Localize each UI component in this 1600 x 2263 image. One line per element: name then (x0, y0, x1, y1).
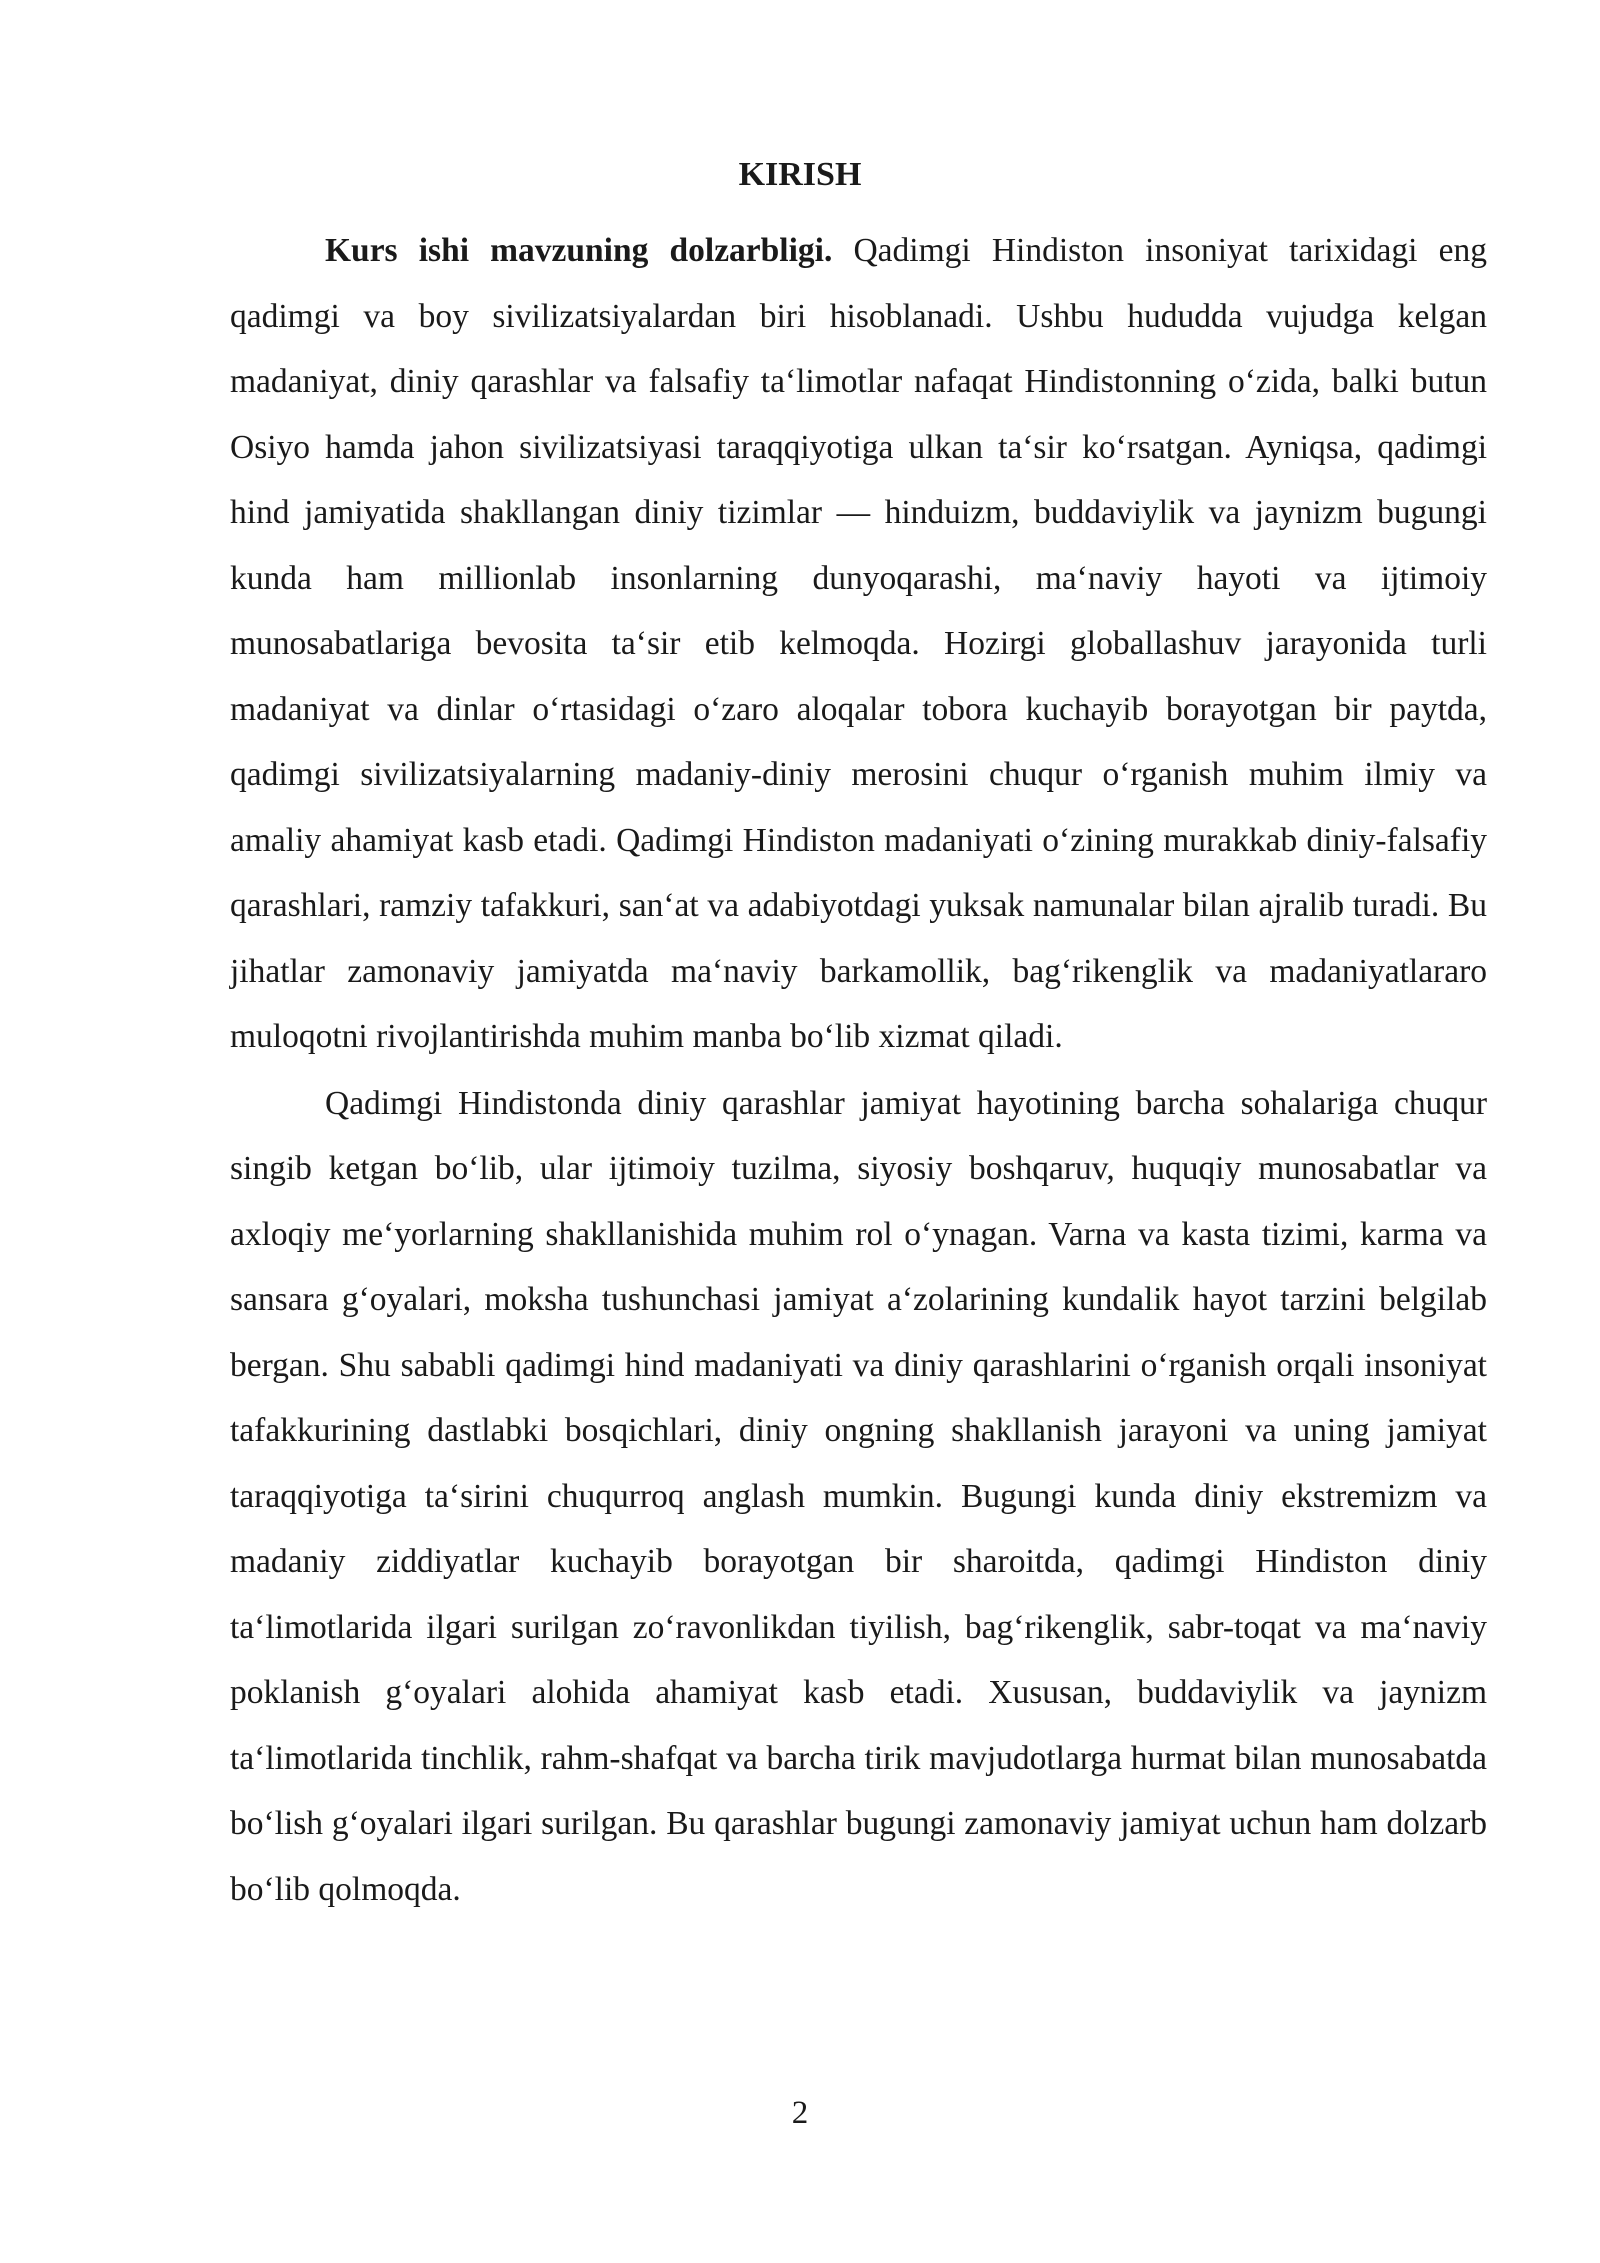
page-heading: KIRISH (738, 156, 862, 193)
paragraph-lead: Kurs ishi mavzuning dolzarbligi. (325, 232, 833, 269)
page-number: 2 (791, 2095, 809, 2131)
paragraph-text: Qadimgi Hindiston insoniyat tarixidagi eng qadimgi va boy sivilizatsiyalardan biri hisoblanadi. Ushbu hududda vujudga kelgan madaniyat, diniy qarashlar va falsafiy ta‘limotlar nafaqat Hindistonning o‘zida, balki butun Osiyo hamda jahon sivilizatsiyasi taraqqiyotiga ulkan ta‘sir ko‘rsatgan. Ayniqsa, qadimgi hind jamiyatida shakllangan diniy tizimlar — hinduizm, buddaviylik va jaynizm bugungi kunda ham millionlab insonlarning dunyoqarashi, ma‘naviy hayoti va ijtimoiy munosabatlariga bevosita ta‘sir etib kelmoqda. Hozirgi globallashuv jarayonida turli madaniyat va dinlar o‘rtasidagi o‘zaro aloqalar tobora kuchayib borayotgan bir paytda, qadimgi sivilizatsiyalarning madaniy-diniy merosini chuqur o‘rganish muhim ilmiy va amaliy ahamiyat kasb etadi. Qadimgi Hindiston madaniyati o‘zining murakkab diniy-falsafiy qarashlari, ramziy tafakkuri, san‘at va adabiyotdagi yuksak namunalar bilan ajralib turadi. Bu jihatlar zamonaviy jamiyatda ma‘naviy barkamollik, bag‘rikenglik va madaniyatlararo muloqotni rivojlantirishda muhim manba bo‘lib xizmat qiladi. (230, 232, 1487, 1055)
paragraph-text: Qadimgi Hindistonda diniy qarashlar jamiyat hayotining barcha sohalariga chuqur singib ketgan bo‘lib, ular ijtimoiy tuzilma, siyosiy boshqaruv, huquqiy munosabatlar va axloqiy me‘yorlarning shakllanishida muhim rol o‘ynagan. Varna va kasta tizimi, karma va sansara g‘oyalari, moksha tushunchasi jamiyat a‘zolarining kundalik hayot tarzini belgilab bergan. Shu sababli qadimgi hind madaniyati va diniy qarashlarini o‘rganish orqali insoniyat tafakkurining dastlabki bosqichlari, diniy ongning shakllanish jarayoni va uning jamiyat taraqqiyotiga ta‘sirini chuqurroq anglash mumkin. Bugungi kunda diniy ekstremizm va madaniy ziddiyatlar kuchayib borayotgan bir sharoitda, qadimgi Hindiston diniy ta‘limotlarida ilgari surilgan zo‘ravonlikdan tiyilish, bag‘rikenglik, sabr-toqat va ma‘naviy poklanish g‘oyalari alohida ahamiyat kasb etadi. Xususan, buddaviylik va jaynizm ta‘limotlarida tinchlik, rahm-shafqat va barcha tirik mavjudotlarga hurmat bilan munosabatda bo‘lish g‘oyalari ilgari surilgan. Bu qarashlar bugungi zamonaviy jamiyat uchun ham dolzarb bo‘lib qolmoqda. (230, 1084, 1487, 1908)
paragraph-relevance (230, 218, 1487, 1070)
paragraph-religious-views (230, 1071, 1487, 1923)
body-text (230, 218, 1487, 1922)
